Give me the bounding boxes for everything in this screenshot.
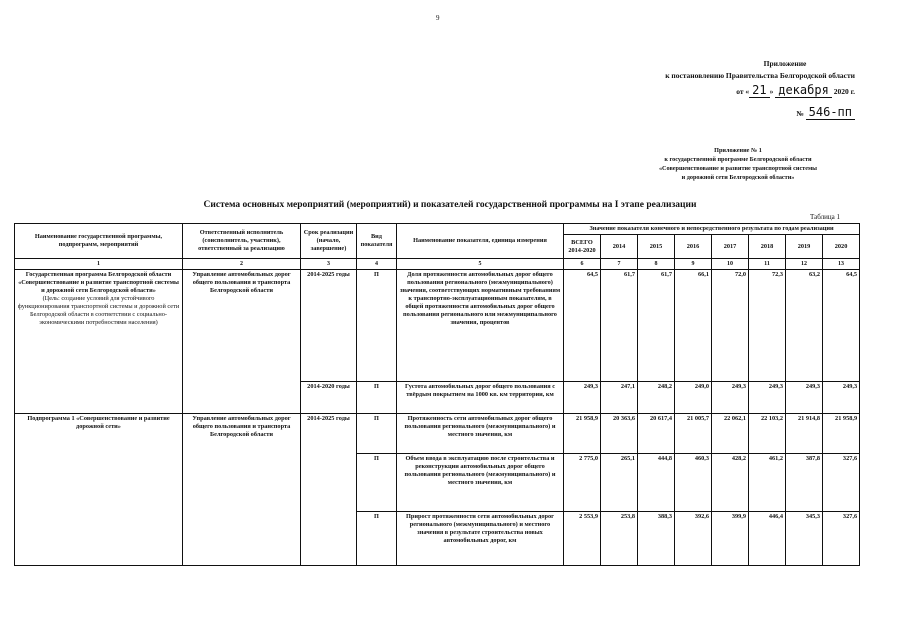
col-number: 12 [786, 259, 823, 270]
page-number: 9 [436, 14, 440, 22]
date-month: декабря [775, 83, 832, 98]
table-row [15, 270, 860, 382]
value-cell: 428,2 [712, 454, 749, 512]
col-number: 11 [749, 259, 786, 270]
type-cell: П [357, 414, 397, 454]
value-cell: 2 553,9 [564, 512, 601, 566]
date-day: 21 [749, 83, 769, 98]
header-row-1 [15, 224, 860, 235]
table-label: Таблица 1 [810, 213, 840, 221]
header-year: 2020 [823, 235, 860, 259]
col-number: 4 [357, 259, 397, 270]
type-cell: П [357, 512, 397, 566]
value-cell: 461,2 [749, 454, 786, 512]
annex-title: Приложение [763, 59, 807, 68]
term-cell: 2014-2020 годы [301, 382, 357, 414]
col-number: 1 [15, 259, 183, 270]
header-year: 2017 [712, 235, 749, 259]
value-cell: 345,3 [786, 512, 823, 566]
value-cell: 460,3 [675, 454, 712, 512]
value-cell: 21 005,7 [675, 414, 712, 454]
value-cell: 446,4 [749, 512, 786, 566]
value-cell: 388,3 [638, 512, 675, 566]
col-number: 3 [301, 259, 357, 270]
value-cell: 249,3 [823, 382, 860, 414]
document-title: Система основных мероприятий (мероприятий) и показателей государственной программы на I этапе реализации [203, 200, 697, 210]
term-cell: 2014-2025 годы [301, 270, 357, 382]
value-cell: 20 363,6 [601, 414, 638, 454]
value-cell: 327,6 [823, 512, 860, 566]
value-cell: 253,8 [601, 512, 638, 566]
value-cell: 63,2 [786, 270, 823, 382]
header-col2: Ответственный исполнитель (соисполнитель, участник), ответственный за реализацию [183, 224, 301, 259]
type-cell: П [357, 454, 397, 512]
header-year: 2018 [749, 235, 786, 259]
value-cell: 21 958,9 [564, 414, 601, 454]
value-cell: 20 617,4 [638, 414, 675, 454]
col-number: 8 [638, 259, 675, 270]
annex-line: к постановлению Правительства Белгородской области [665, 71, 855, 80]
annex2-line3: и дорожной сети Белгородской области» [681, 174, 795, 181]
col-number: 10 [712, 259, 749, 270]
annex2-title: Приложение № 1 [714, 147, 762, 154]
type-cell: П [357, 382, 397, 414]
number-value: 546-пп [806, 105, 855, 120]
date-prefix: от « [736, 87, 750, 96]
annex-date [595, 84, 855, 98]
header-year: 2015 [638, 235, 675, 259]
indicator-name: Объем ввода в эксплуатацию после строительства и реконструкции автомобильных дорог общего пользования регионального (межмуниципального) и местного значения, км [397, 454, 564, 512]
value-cell: 392,6 [675, 512, 712, 566]
value-cell: 327,6 [823, 454, 860, 512]
annex2-line1: к государственной программе Белгородской области [664, 156, 812, 163]
header-col1: Наименование государственной программы, подпрограмм, мероприятий [15, 224, 183, 259]
program-name: Государственная программа Белгородской области «Совершенствование и развитие транспортной системы и дорожной сети Белгородской области» [18, 271, 179, 294]
header-col4: Вид показателя [357, 224, 397, 259]
value-cell: 249,3 [786, 382, 823, 414]
date-mid: » [769, 87, 774, 96]
value-cell: 249,3 [749, 382, 786, 414]
header-year: ВСЕГО 2014-2020 [564, 235, 601, 259]
col-number: 7 [601, 259, 638, 270]
indicator-name: Протяженность сети автомобильных дорог общего пользования регионального (межмуниципального) и местного значения, км [397, 414, 564, 454]
annex2-line2: «Совершенствование и развитие транспортной системы [658, 165, 818, 172]
annex-block [595, 58, 855, 120]
value-cell: 72,3 [749, 270, 786, 382]
subprogram-cell: Подпрограмма 1 «Совершенствование и развитие дорожной сети» [15, 414, 183, 566]
value-cell: 387,8 [786, 454, 823, 512]
value-cell: 249,3 [564, 382, 601, 414]
value-cell: 22 103,2 [749, 414, 786, 454]
value-cell: 64,5 [564, 270, 601, 382]
value-cell: 21 958,9 [823, 414, 860, 454]
value-cell: 265,1 [601, 454, 638, 512]
term-cell: 2014-2025 годы [301, 414, 357, 566]
header-col3: Срок реализации (начало, завершение) [301, 224, 357, 259]
indicators-table [14, 223, 860, 566]
value-cell: 249,3 [712, 382, 749, 414]
value-cell: 249,0 [675, 382, 712, 414]
value-cell: 61,7 [638, 270, 675, 382]
header-year: 2016 [675, 235, 712, 259]
header-year: 2019 [786, 235, 823, 259]
value-cell: 2 775,0 [564, 454, 601, 512]
col-number: 2 [183, 259, 301, 270]
value-cell: 21 914,8 [786, 414, 823, 454]
executor-cell: Управление автомобильных дорог общего пользования и транспорта Белгородской области [183, 270, 301, 414]
value-cell: 72,0 [712, 270, 749, 382]
col-number: 13 [823, 259, 860, 270]
col-number: 5 [397, 259, 564, 270]
annex2-block [628, 146, 848, 182]
number-prefix: № [796, 109, 804, 118]
indicator-name: Доля протяженности автомобильных дорог общего пользования регионального (межмуниципального) значения, соответствующих нормативным требованиям к транспортно-эксплуатационным показателям, в общей протяженности автомобильных дорог общего пользования регионального или межмуниципального значения, процентов [397, 270, 564, 382]
value-cell: 22 062,1 [712, 414, 749, 454]
col-number: 9 [675, 259, 712, 270]
indicator-name: Прирост протяженности сети автомобильных дорог регионального (межмуниципального) и местного значения в результате строительства новых автомобильных дорог, км [397, 512, 564, 566]
value-cell: 61,7 [601, 270, 638, 382]
program-goal: (Цель: создание условий для устойчивого функционирования транспортной системы и дорожной сети Белгородской области в соответствии с социально-экономическими потребностями населения) [17, 295, 180, 326]
header-year: 2014 [601, 235, 638, 259]
column-numbers-row [15, 259, 860, 270]
value-cell: 444,8 [638, 454, 675, 512]
value-cell: 248,2 [638, 382, 675, 414]
col-number: 6 [564, 259, 601, 270]
header-col5: Наименование показателя, единица измерения [397, 224, 564, 259]
indicator-name: Густота автомобильных дорог общего пользования с твёрдым покрытием на 1000 кв. км территории, км [397, 382, 564, 414]
value-cell: 399,9 [712, 512, 749, 566]
program-cell [15, 270, 183, 414]
value-cell: 66,1 [675, 270, 712, 382]
date-year: 2020 г. [833, 87, 855, 96]
executor-cell: Управление автомобильных дорог общего пользования и транспорта Белгородской области [183, 414, 301, 566]
type-cell: П [357, 270, 397, 382]
header-values-group: Значение показателя конечного и непосредственного результата по годам реализации [564, 224, 860, 235]
annex-number [595, 106, 855, 120]
table-row [15, 414, 860, 454]
value-cell: 64,5 [823, 270, 860, 382]
value-cell: 247,1 [601, 382, 638, 414]
